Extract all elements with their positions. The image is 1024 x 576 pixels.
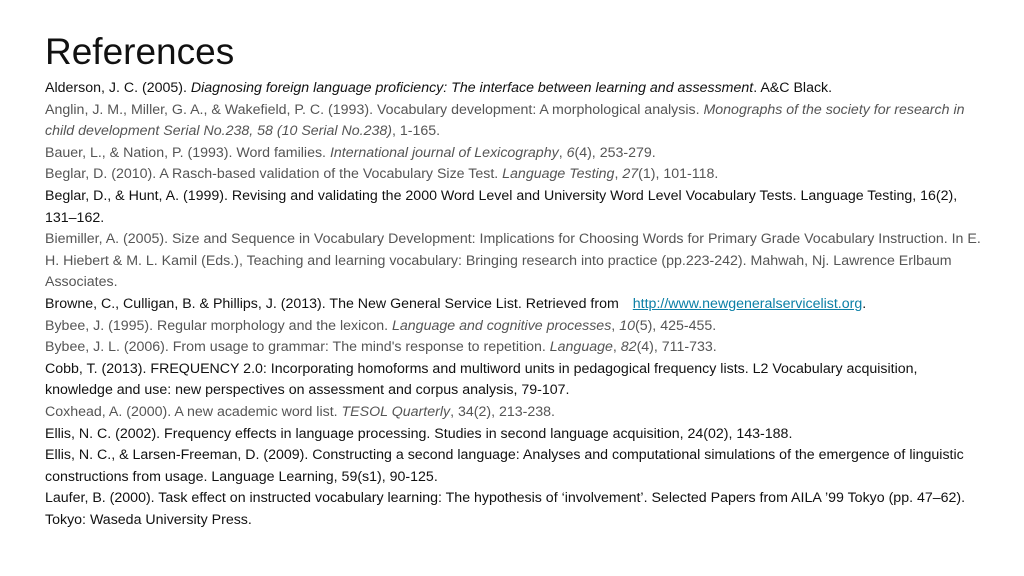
reference-item [45, 294, 984, 316]
reference-volume: 10 [619, 317, 635, 334]
reference-item [45, 164, 984, 186]
reference-text: . A&C Black. [753, 80, 833, 96]
reference-item [45, 100, 984, 143]
reference-text: Coxhead, A. (2000). A new academic word list. [45, 403, 342, 420]
reference-volume: 6 [566, 144, 575, 161]
reference-volume: 27 [622, 166, 639, 183]
reference-text: Browne, C., Culligan, B. & Phillips, J. (2013). The New General Service List. Retrieved from [45, 295, 619, 312]
reference-text: , [611, 317, 620, 334]
page-title: References [45, 31, 235, 72]
reference-item [45, 488, 984, 531]
reference-title: Language [549, 339, 613, 356]
reference-title: Monographs of the society for research in child development Serial No.238, 58 (10 Serial No.238) [45, 101, 965, 140]
reference-text: , [614, 166, 623, 183]
reference-text: (4), 711-733. [636, 339, 717, 356]
reference-list [45, 78, 984, 531]
reference-text: Bybee, J. L. (2006). From usage to grammar: The mind's response to repetition. [45, 339, 550, 356]
reference-text: Cobb, T. (2013). FREQUENCY 2.0: Incorporating homoforms and multiword units in pedagogical frequency lists. L2 Vocabulary acquisition, knowledge and use: new perspectives on assessment and corpus analysis, 79-107. [45, 360, 918, 399]
reference-title: International journal of Lexicography [329, 144, 559, 161]
reference-title: Diagnosing foreign language proficiency: The interface between learning and assessment [190, 80, 754, 96]
reference-text: Alderson, J. C. (2005). [45, 80, 191, 96]
reference-text: Anglin, J. M., Miller, G. A., & Wakefield, P. C. (1993). Vocabulary development: A morphological analysis. [45, 101, 704, 118]
reference-text: Biemiller, A. (2005). Size and Sequence in Vocabulary Development: Implications for Choosing Words for Primary Grade Vocabulary Instruction. In E. H. Hiebert & M. L. Kamil (Eds.), Teaching and learning vocabulary: Bringing research into practice (pp.223-242). Mahwah, Nj. Lawrence Erlbaum Associates. [45, 231, 981, 291]
reference-title: TESOL Quarterly [341, 403, 451, 420]
reference-text: Beglar, D. (2010). A Rasch-based validation of the Vocabulary Size Test. [45, 166, 503, 183]
reference-item [45, 143, 984, 165]
reference-item [45, 424, 984, 446]
reference-text: (5), 425-455. [634, 317, 717, 334]
reference-title: Language and cognitive processes [392, 317, 612, 334]
reference-text: Bybee, J. (1995). Regular morphology and the lexicon. [45, 317, 393, 334]
reference-text: . [862, 295, 867, 312]
reference-item [45, 316, 984, 338]
reference-item [45, 78, 984, 100]
reference-link[interactable]: http://www.newgeneralservicelist.org [632, 295, 863, 312]
reference-title: Language Testing [502, 166, 615, 183]
reference-volume: 82 [620, 339, 637, 356]
reference-item [45, 229, 984, 294]
reference-item [45, 359, 984, 402]
reference-text: Beglar, D., & Hunt, A. (1999). Revising and validating the 2000 Word Level and University Word Level Vocabulary Tests. Language Testing, 16(2), 131–162. [45, 187, 958, 226]
reference-text: Bauer, L., & Nation, P. (1993). Word families. [45, 144, 330, 161]
reference-item [45, 402, 984, 424]
reference-text: , [558, 144, 567, 161]
reference-item [45, 445, 984, 488]
reference-text: Laufer, B. (2000). Task effect on instructed vocabulary learning: The hypothesis of ‘involvement’. Selected Papers from AILA ’99 Tokyo (pp. 47–62). Tokyo: Waseda University Press. [45, 490, 966, 528]
reference-text: (1), 101-118. [638, 166, 719, 183]
reference-text: (4), 253-279. [574, 144, 656, 161]
reference-text: Ellis, N. C. (2002). Frequency effects in language processing. Studies in second language acquisition, 24(02), 143-188. [45, 425, 793, 442]
reference-text: , 1-165. [392, 123, 441, 140]
reference-text: , [612, 339, 621, 356]
reference-item [45, 186, 984, 229]
reference-text: Ellis, N. C., & Larsen-Freeman, D. (2009). Constructing a second language: Analyses and computational simulations of the emergence of linguistic constructions from usage. Language Learning, 59(s1), 90-125. [45, 447, 964, 485]
reference-text: , 34(2), 213-238. [450, 403, 555, 420]
reference-item [45, 337, 984, 359]
